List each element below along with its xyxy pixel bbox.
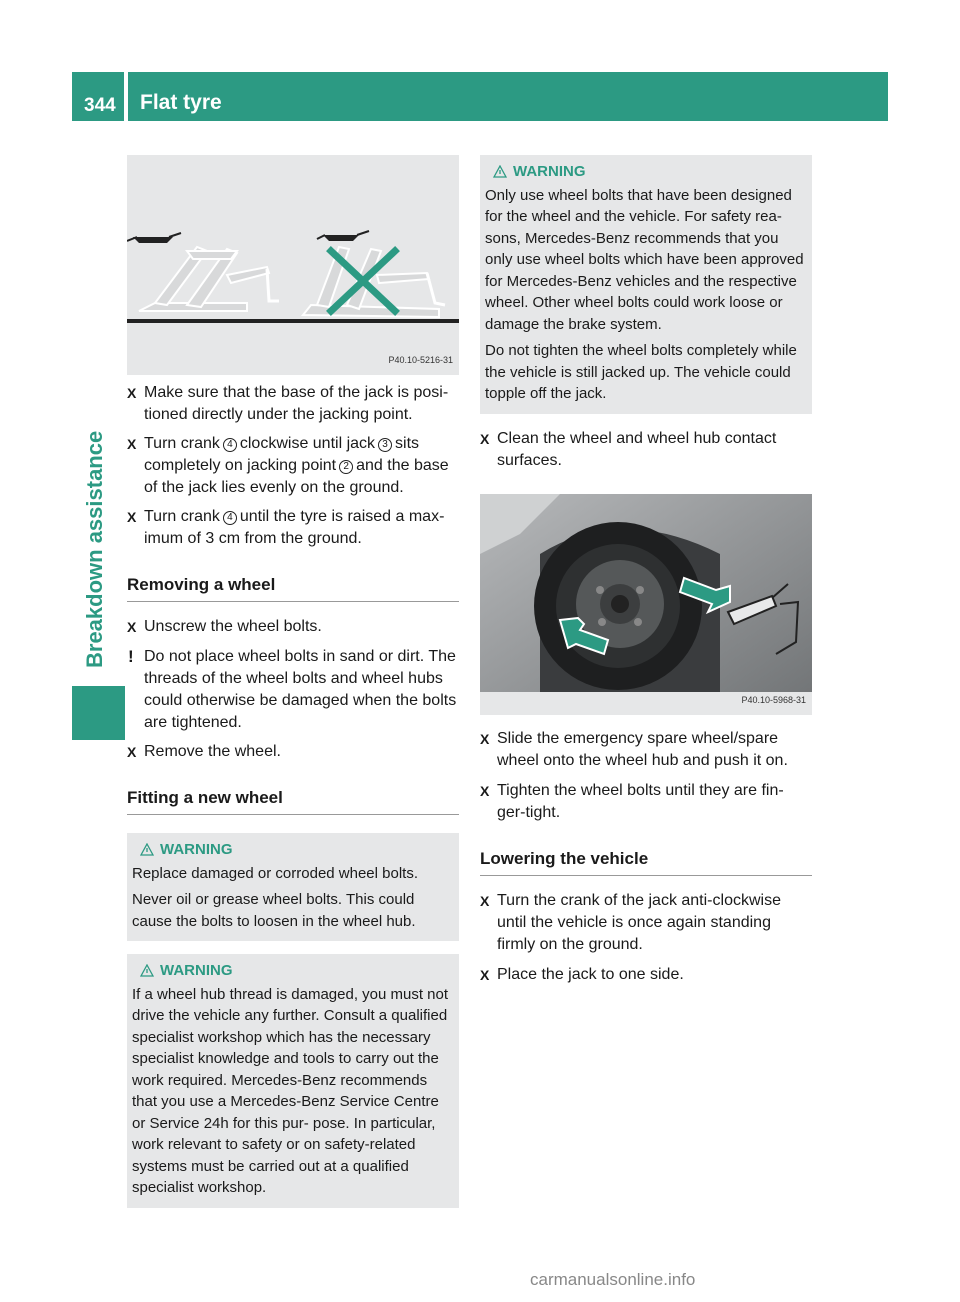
step-remove-wheel <box>127 741 459 763</box>
step-text: Tighten the wheel bolts until they are fin- ger-tight. <box>497 781 784 821</box>
spare-wheel-icon <box>534 522 702 690</box>
watermark: carmanualsonline.info <box>530 1270 696 1289</box>
figure-code: P40.10-5216-31 <box>388 355 453 365</box>
jack-illustration <box>127 155 459 375</box>
step-marker: X <box>480 430 490 447</box>
warning-text: If a wheel hub thread is damaged, you must not drive the vehicle any further. Consult a qualified specialist workshop which has the necessary specialist knowledge and tools to carry out the work required. Mercedes-Benz recommends that you use a Mercedes-Benz Service Centre or Service 24h for this pur- pose. In particular, work relevant to safety or on safety-related systems must be carried out at a qualified specialist workshop. <box>132 985 449 1196</box>
wheel-figure <box>480 494 812 715</box>
note-text: Do not place wheel bolts in sand or dirt. The threads of the wheel bolts and wheel hubs could otherwise be damaged when the bolts are tightened. <box>144 648 457 731</box>
section-tab-block <box>72 686 125 740</box>
step-text: sits completely on jacking point <box>144 435 420 474</box>
step-turn-crank-1 <box>127 433 459 499</box>
step-unscrew <box>127 616 459 638</box>
step-clean <box>480 428 812 472</box>
warning-text: Only use wheel bolts that have been designed for the wheel and the vehicle. For safety rea- sons, Mercedes-Benz recommends that you only use wheel bolts which have been approved for Mercedes-Benz vehicles and the respective wheel. Other wheel bolts could work loose or damage the brake system. <box>485 186 804 333</box>
step-marker: X <box>480 730 490 747</box>
wheel-illustration <box>480 494 812 715</box>
warning-title-text: WARNING <box>160 841 233 858</box>
warning-triangle-icon <box>140 964 154 977</box>
callout-4: 4 <box>223 511 237 525</box>
warning-box <box>127 954 459 1208</box>
step-marker: X <box>127 509 137 525</box>
heading-fitting-wheel: Fitting a new wheel <box>127 787 459 815</box>
step-text: Remove the wheel. <box>144 743 281 760</box>
step-marker: X <box>127 436 137 452</box>
warning-title <box>132 960 454 982</box>
correct-jack-icon <box>127 233 279 311</box>
warning-text: Replace damaged or corroded wheel bolts. <box>132 864 419 882</box>
step-jack-position <box>127 382 459 426</box>
page-number: 344 <box>72 72 124 121</box>
warning-title <box>132 839 454 861</box>
callout-2: 2 <box>339 460 353 474</box>
step-tighten-bolts <box>480 780 812 824</box>
warning-title <box>485 161 807 183</box>
callout-4: 4 <box>223 438 237 452</box>
page-title: Flat tyre <box>128 72 888 121</box>
section-tab-label: Breakdown assistance <box>82 430 107 668</box>
step-slide-wheel <box>480 728 812 772</box>
exclamation-icon: ! <box>128 647 134 666</box>
step-marker: X <box>127 744 137 760</box>
step-text: Turn crank <box>144 435 220 452</box>
warning-text: Do not tighten the wheel bolts completely while the vehicle is still jacked up. The vehicle could topple off the jack. <box>485 342 797 402</box>
step-turn-crank-2 <box>127 506 459 550</box>
warning-triangle-icon <box>140 843 154 856</box>
step-marker: X <box>480 892 490 909</box>
jack-position-figure <box>127 155 459 375</box>
step-turn-anti <box>480 890 812 956</box>
warning-title-text: WARNING <box>513 163 586 180</box>
heading-removing-wheel: Removing a wheel <box>127 574 459 602</box>
note-wheel-bolts <box>127 646 459 734</box>
step-text: Slide the emergency spare wheel/spare wheel onto the wheel hub and push it on. <box>497 729 788 769</box>
step-text: Turn crank <box>144 508 220 525</box>
step-text: clockwise until jack <box>239 435 376 452</box>
step-marker: X <box>480 966 490 983</box>
step-text: Make sure that the base of the jack is posi- tioned directly under the jacking point. <box>144 384 449 423</box>
warning-box <box>127 833 459 941</box>
heading-lowering-vehicle: Lowering the vehicle <box>480 848 812 876</box>
right-column <box>480 155 812 986</box>
step-text: Unscrew the wheel bolts. <box>144 618 322 635</box>
warning-title-text: WARNING <box>160 962 233 979</box>
step-marker: X <box>127 619 137 635</box>
step-text: and the base of the jack lies evenly on the ground. <box>144 457 449 496</box>
step-text: until the tyre is raised a max- imum of 3 cm from the ground. <box>144 508 445 547</box>
step-text: Turn the crank of the jack anti-clockwise until the vehicle is once again standing firmly on the ground. <box>497 891 781 953</box>
step-text: Place the jack to one side. <box>497 965 684 983</box>
step-marker: X <box>480 782 490 799</box>
warning-triangle-icon <box>493 165 507 178</box>
warning-box <box>480 155 812 414</box>
figure-code: P40.10-5968-31 <box>741 694 806 705</box>
step-text: Clean the wheel and wheel hub contact surfaces. <box>497 429 777 469</box>
callout-3: 3 <box>378 438 392 452</box>
step-marker: X <box>127 385 137 401</box>
step-place-jack <box>480 964 812 986</box>
warning-text: Never oil or grease wheel bolts. This could cause the bolts to loosen in the wheel hub. <box>132 891 416 930</box>
left-column <box>127 155 459 1208</box>
